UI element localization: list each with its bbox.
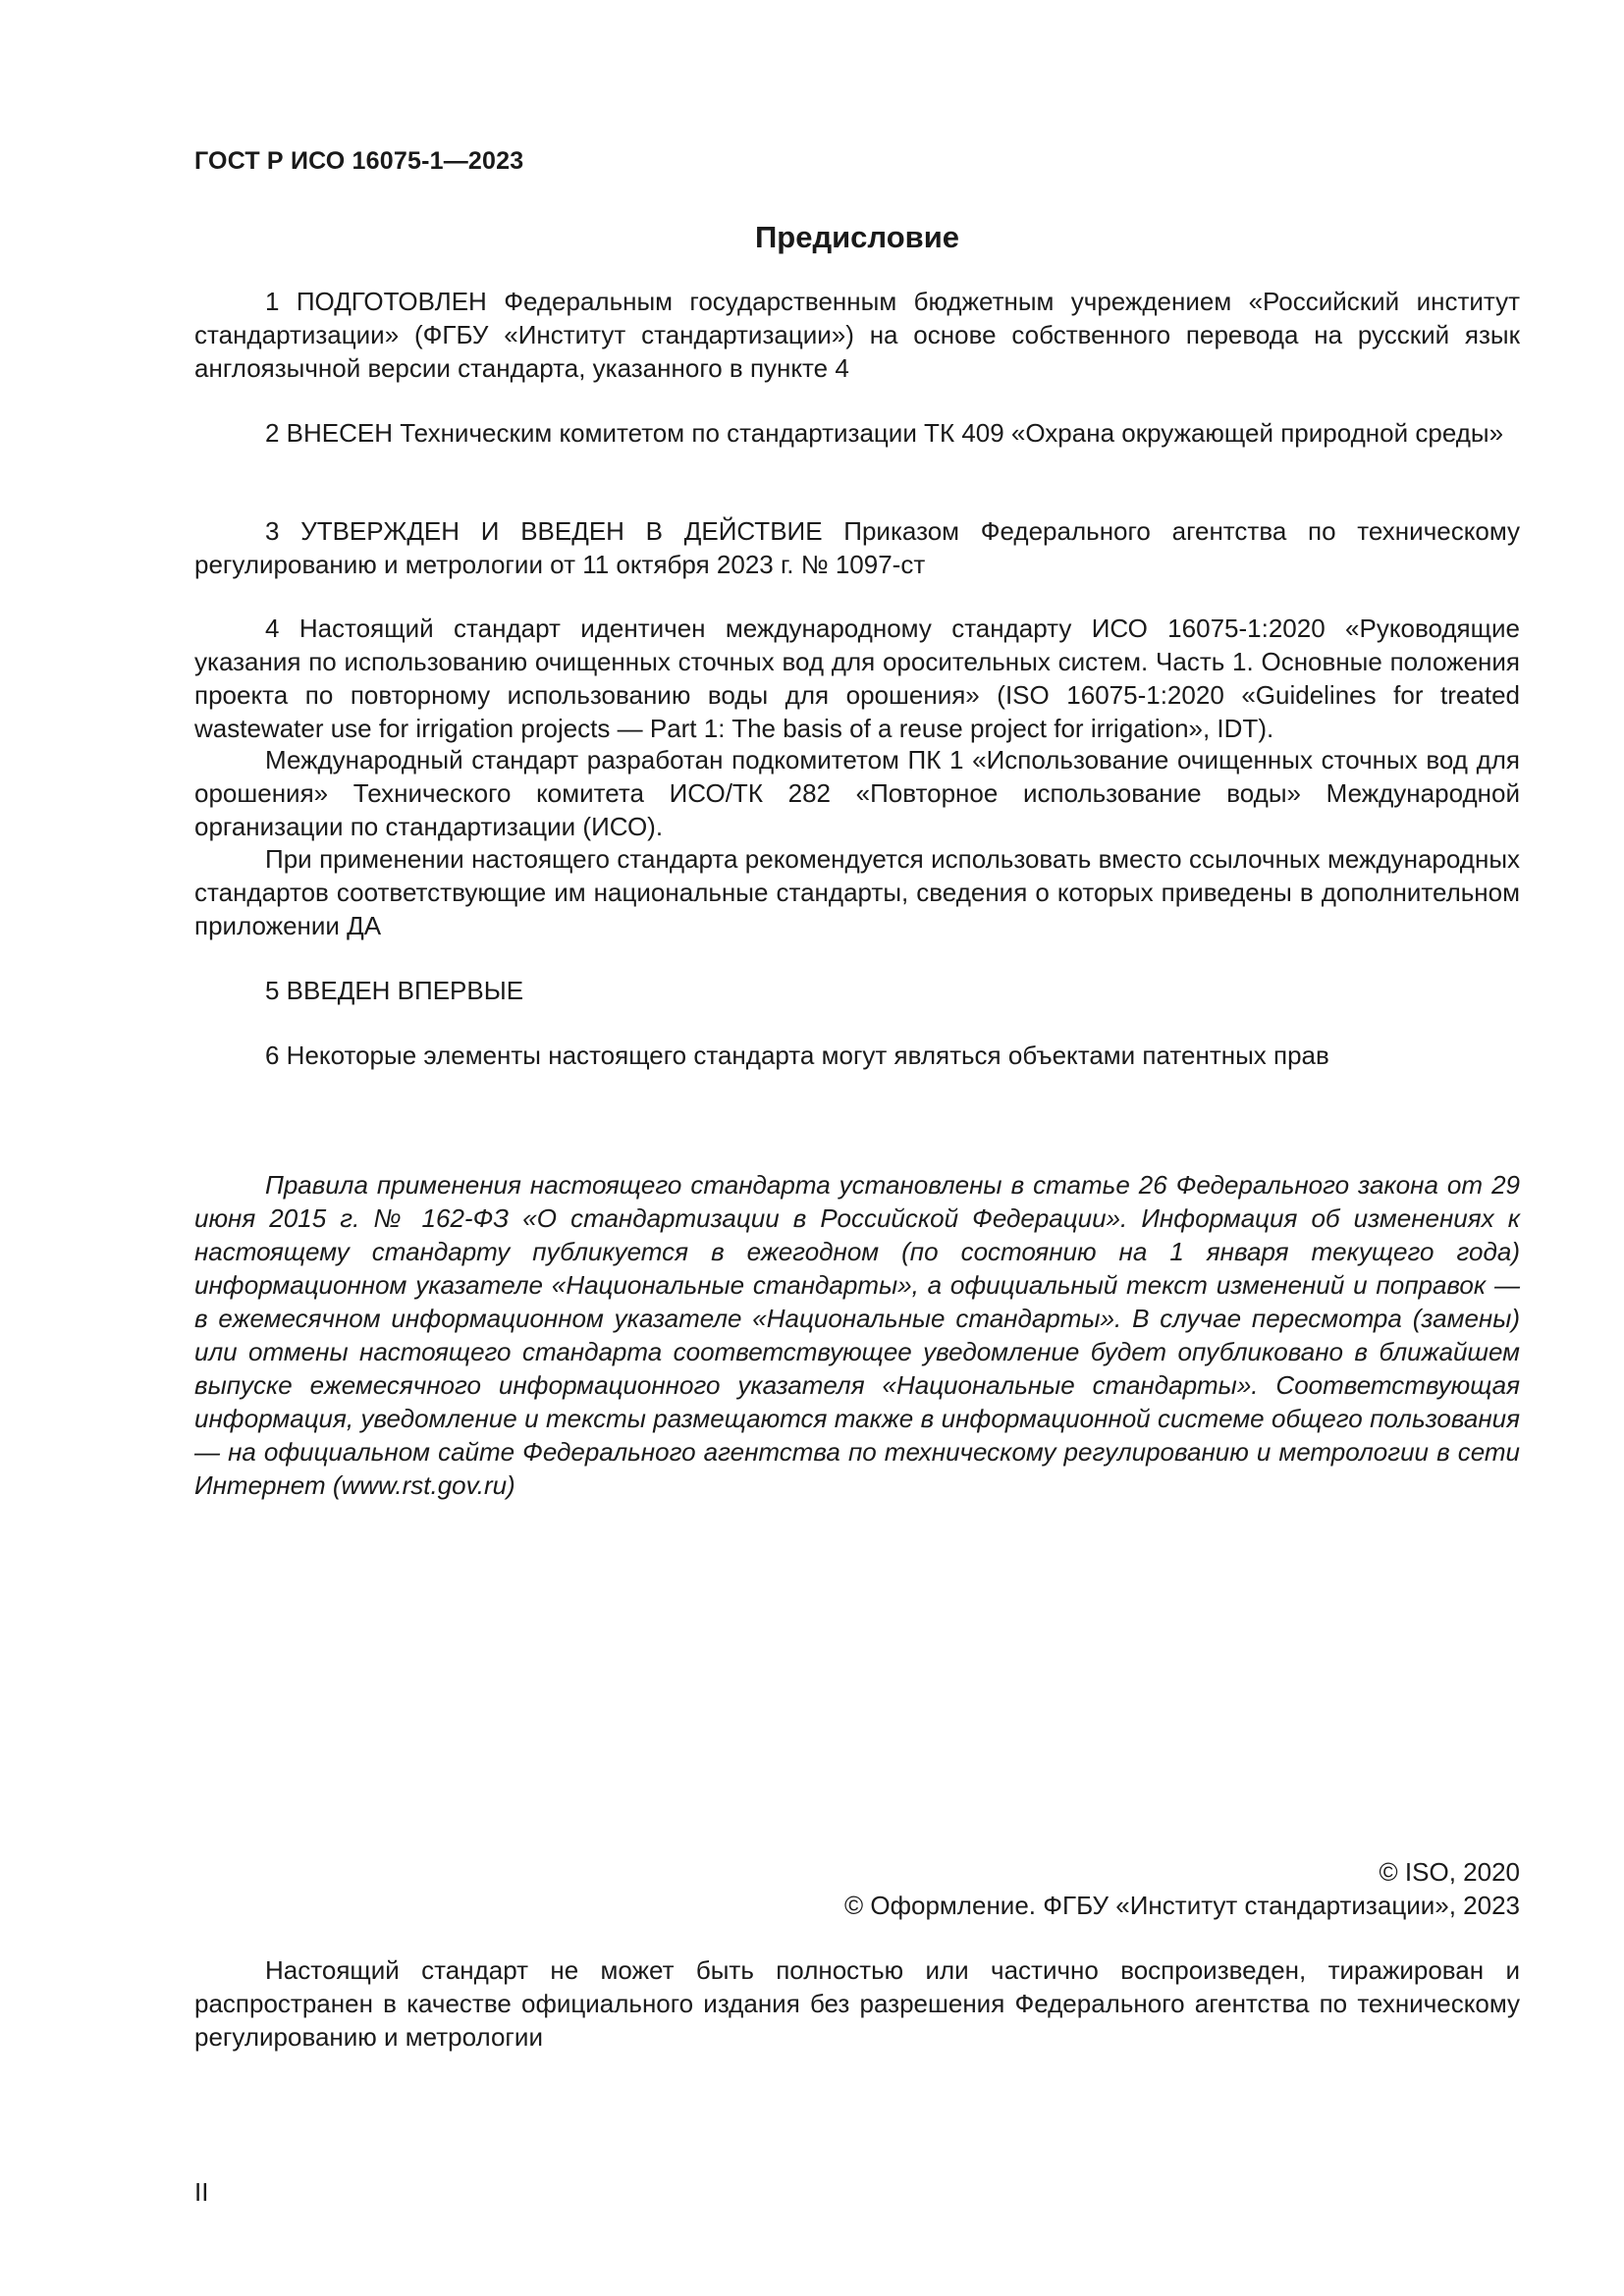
document-code-header: ГОСТ Р ИСО 16075-1—2023 (194, 147, 524, 175)
preface-item-2: 2 ВНЕСЕН Техническим комитетом по стандартизации ТК 409 «Охрана окружающей природной среды» (265, 418, 1504, 448)
page-number: II (194, 2177, 209, 2207)
preface-item-5: 5 ВВЕДЕН ВПЕРВЫЕ (265, 976, 524, 1005)
copyright-iso: © ISO, 2020 (1379, 1857, 1520, 1887)
preface-item-4: 4 Настоящий стандарт идентичен международному стандарту ИСО 16075-1:2020 «Руководящие указания по использованию очищенных сточных вод для оросительных систем. Часть 1. Основные положения проекта по повторному использованию воды для орошения» (ISO 16075-1:2020 «Guidelines for treated wastewater use for irrigation projects — Part 1: The basis of a reuse project for irrigation», IDT). (194, 614, 1520, 743)
preface-item-6: 6 Некоторые элементы настоящего стандарта могут являться объектами патентных прав (265, 1041, 1329, 1070)
rules-of-application-note: Правила применения настоящего стандарта установлены в статье 26 Федерального закона от 29 июня 2015 г. № 162-ФЗ «О стандартизации в Российской Федерации». Информация об изменениях к настоящему стандарту публикуется в ежегодном (по состоянию на 1 января текущего года) информационном указателе «Национальные стандарты», а официальный текст изменений и поправок — в ежемесячном информационном указателе «Национальные стандарты». В случае пересмотра (замены) или отмены настоящего стандарта соответствующее уведомление будет опубликовано в ближайшем выпуске ежемесячного информационного указателя «Национальные стандарты». Соответствующая информация, уведомление и тексты размещаются также в информационной системе общего пользования — на официальном сайте Федерального агентства по техническому регулированию и метрологии в сети Интернет (www.rst.gov.ru) (194, 1170, 1520, 1500)
preface-item-3: 3 УТВЕРЖДЕН И ВВЕДЕН В ДЕЙСТВИЕ Приказом Федерального агентства по техническому регулированию и метрологии от 11 октября 2023 г. № 1097-ст (194, 516, 1520, 579)
reproduction-notice: Настоящий стандарт не может быть полностью или частично воспроизведен, тиражирован и распространен в качестве официального издания без разрешения Федерального агентства по техническому регулированию и метрологии (194, 1955, 1520, 2052)
preface-item-4-national-standards: При применении настоящего стандарта рекомендуется использовать вместо ссылочных международных стандартов соответствующие им национальные стандарты, сведения о которых приведены в дополнительном приложении ДА (194, 844, 1520, 940)
preface-title: Предисловие (754, 220, 959, 254)
copyright-design: © Оформление. ФГБУ «Институт стандартизации», 2023 (844, 1891, 1520, 1920)
preface-item-1: 1 ПОДГОТОВЛЕН Федеральным государственным бюджетным учреждением «Российский институт стандартизации» (ФГБУ «Институт стандартизации») на основе собственного перевода на русский язык англоязычной версии стандарта, указанного в пункте 4 (194, 287, 1520, 383)
preface-item-4-developer: Международный стандарт разработан подкомитетом ПК 1 «Использование очищенных сточных вод для орошения» Технического комитета ИСО/ТК 282 «Повторное использование воды» Международной организации по стандартизации (ИСО). (194, 745, 1520, 841)
